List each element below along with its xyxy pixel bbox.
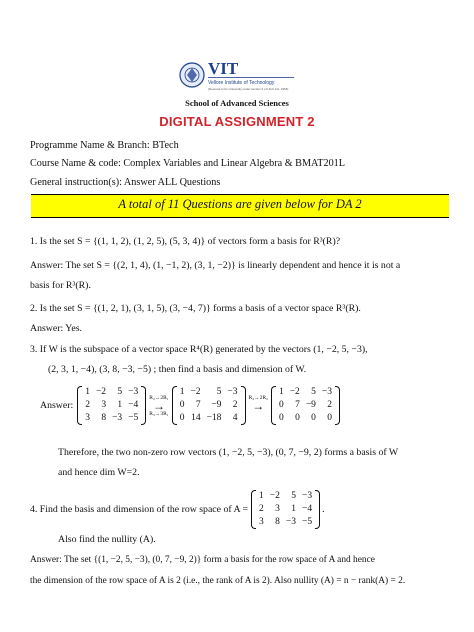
q3-m3-cell: 0 (311, 413, 316, 423)
q3-row-ops-1: R₂→2R₁ → R₃→3R₁ (149, 394, 169, 417)
q4-answer-line2: the dimension of the row space of A is 2 (i.e., the rank of A is 2). Also nullity (A) = n − rank(A) = 2. (30, 576, 406, 586)
q4-a-cell: −5 (302, 517, 313, 527)
q3-m1-cell: 2 (85, 400, 90, 410)
programme-line: Programme Name & Branch: BTech (30, 140, 179, 151)
q3-question-line1: 3. If W is the subspace of a vector space R⁴(R) generated by the vectors (1, −2, 5, −3), (30, 344, 368, 355)
q3-matrix-step1 (172, 386, 246, 425)
q4-a-cell: −2 (269, 491, 280, 501)
q3-row-reduction (40, 386, 340, 425)
q3-row-ops-2: R₃→2R₂ → (248, 394, 268, 413)
q3-m1-cell: 1 (117, 400, 123, 410)
q3-m1-cell: −4 (128, 400, 139, 410)
q3-matrix-echelon (271, 386, 340, 425)
q3-m3-cell: 7 (295, 400, 300, 410)
instructions-line: General instruction(s): Answer ALL Questions (30, 177, 221, 188)
course-line: Course Name & code: Complex Variables and Linear Algebra & BMAT201L (30, 158, 345, 169)
q3-m2-cell: −2 (190, 387, 201, 397)
q1-question: 1. Is the set S = {(1, 1, 2), (1, 2, 5), (5, 3, 4)} of vectors form a basis for R³(R)? (30, 236, 341, 247)
q3-m3-cell: 1 (278, 387, 284, 397)
q4-a-cell: 1 (259, 491, 264, 501)
q4-a-cell: 3 (259, 517, 264, 527)
q4-a-cell: 3 (275, 504, 280, 514)
q3-m1-cell: −5 (128, 413, 139, 423)
svg-text:VIT: VIT (208, 59, 239, 78)
q3-m1-cell: −2 (95, 387, 107, 397)
q3-conclusion-line2: and hence dim W=2. (58, 467, 140, 478)
q3-answer-label: Answer: (40, 400, 74, 411)
q3-m2-cell: 14 (191, 413, 201, 423)
q3-m2-cell: −9 (211, 400, 222, 410)
svg-text:Vellore Institute of Technolog: Vellore Institute of Technology (208, 80, 275, 86)
q4-a-cell: 2 (259, 504, 264, 514)
banner-text: A total of 11 Questions are given below for DA 2 (118, 197, 362, 211)
q2-answer: Answer: Yes. (30, 323, 82, 334)
q1-answer-line2: basis for R³(R). (30, 280, 91, 291)
q3-m2-cell: 7 (195, 400, 201, 410)
q3-matrix-original (77, 386, 146, 425)
q3-m2-cell: 0 (179, 400, 185, 410)
q4-a-cell: 5 (291, 491, 297, 501)
q3-m2-cell: 4 (232, 413, 238, 423)
q3-m3-cell: −9 (305, 400, 316, 410)
q3-m2-cell: 2 (232, 400, 238, 410)
q3-m1-cell: 5 (117, 387, 123, 397)
q3-conclusion-line1: Therefore, the two non-zero row vectors (1, −2, 5, −3), (0, 7, −9, 2) forms a basis of W (58, 447, 399, 458)
q3-m3-cell: 0 (327, 413, 333, 423)
q3-m1-cell: −3 (128, 387, 139, 397)
q3-m1-cell: 3 (85, 413, 90, 423)
q3-m3-cell: 5 (311, 387, 316, 397)
q4-also-nullity: Also find the nullity (A). (58, 534, 156, 545)
q3-m3-cell: 0 (278, 413, 284, 423)
q3-m1-cell: 1 (85, 387, 90, 397)
q3-m2-cell: −3 (227, 387, 238, 397)
q4-answer-line1: Answer: The set {(1, −2, 5, −3), (0, 7, −9, 2)} form a basis for the row space of A and hence (30, 555, 375, 565)
q3-m3-cell: 0 (278, 400, 284, 410)
q3-m1-cell: 8 (101, 413, 107, 423)
school-name: School of Advanced Sciences (185, 98, 289, 108)
q4-question-text: 4. Find the basis and dimension of the row space of A = (30, 504, 249, 515)
q4-matrix-a (251, 490, 320, 529)
q4-a-cell: −3 (285, 517, 297, 527)
q3-m3-cell: −3 (321, 387, 333, 397)
q3-m3-cell: 2 (327, 400, 333, 410)
q4-a-cell: 8 (275, 517, 280, 527)
q4-a-cell: 1 (291, 504, 297, 514)
q4-question-end: . (322, 504, 325, 515)
q3-question-line2: (2, 3, 1, −4), (3, 8, −3, −5) ; then find a basis and dimension of W. (48, 364, 307, 375)
q3-m1-cell: −3 (112, 413, 123, 423)
q4-a-cell: −4 (302, 504, 313, 514)
svg-text:(Deemed to be University under: (Deemed to be University under section 3 of UGC Act, 1956) (208, 87, 289, 91)
q3-m1-cell: 3 (101, 400, 107, 410)
q3-m3-cell: −2 (289, 387, 300, 397)
q3-m2-cell: −18 (206, 413, 222, 423)
question-count-banner (31, 194, 449, 218)
q3-m2-cell: 0 (179, 413, 185, 423)
q3-m3-cell: 0 (295, 413, 300, 423)
q3-m2-cell: 1 (179, 387, 185, 397)
q4-question (30, 490, 325, 529)
q3-m2-cell: 5 (216, 387, 222, 397)
q4-a-cell: −3 (302, 491, 313, 501)
q1-answer-line1: Answer: The set S = {(2, 1, 4), (1, −1, 2), (3, 1, −2)} is linearly dependent and hence it is not a (30, 260, 401, 271)
assignment-title: DIGITAL ASSIGNMENT 2 (159, 114, 315, 129)
vit-logo-icon (178, 56, 298, 94)
q2-question: 2. Is the set S = {(1, 2, 1), (3, 1, 5), (3, −4, 7)} forms a basis of a vector space R³(R). (30, 303, 361, 314)
